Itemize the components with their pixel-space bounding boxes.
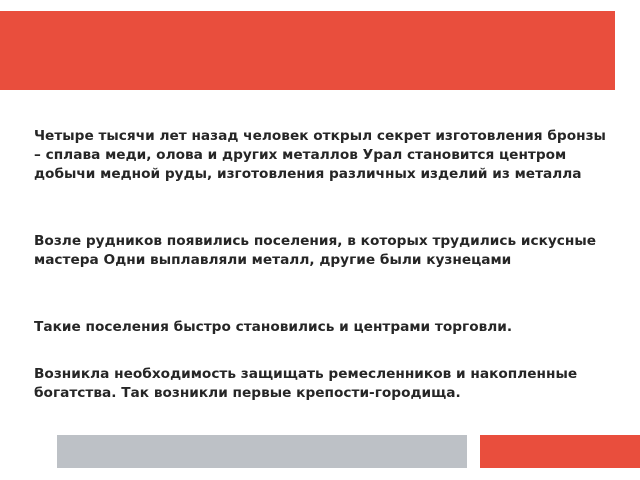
paragraph-fortresses: Возникла необходимость защищать ремесленников и накопленные богатства. Так возникли первые крепости-городища.: [34, 366, 578, 401]
paragraph-bronze-secret: Четыре тысячи лет назад человек открыл секрет изготовления бронзы – сплава меди, олова и других металлов Урал становится центром добычи медной руды, изготовления различных изделий из металла: [34, 128, 606, 182]
paragraph-settlements: Возле рудников появились поселения, в которых трудились искусные мастера Одни выплавляли металл, другие были кузнецами: [34, 233, 597, 268]
header-red-banner: [0, 11, 615, 90]
footer-grey-block: [57, 435, 467, 468]
footer-red-block: [480, 435, 640, 468]
paragraph-trade-centers: Такие поселения быстро становились и центрами торговли.: [34, 319, 513, 335]
